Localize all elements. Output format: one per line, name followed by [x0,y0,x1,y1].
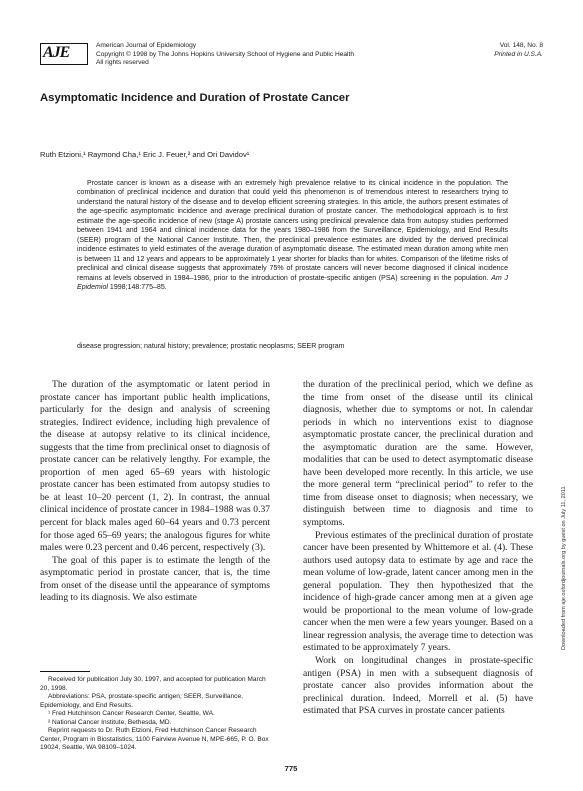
printed-in: Printed in U.S.A. [494,50,543,58]
logo-text: AJE [43,44,70,61]
footnote-received: Received for publication July 30, 1997, and accepted for publication March 20, 1998. [40,676,266,692]
footnote-abbreviations: Abbreviations: PSA, prostate-specific antigen; SEER, Surveillance, Epidemiology, and End Results. [40,693,243,709]
body-column-right [303,379,533,718]
footnote-reprint: Reprint requests to Dr. Ruth Etzioni, Fred Hutchinson Cancer Research Center, Program in Biostatistics, 1100 Fairview Avenue N, MPE-665, P. O. Box 19024, Seattle, WA 98109–1024. [40,727,269,751]
abstract-text: Prostate cancer is known as a disease with an extremely high prevalence relative to its clinical incidence in the population. The combination of preclinical incidence and duration that could yield this phenomenon is of tremendous interest to researchers trying to understand the natural history of the disease and to develop efficient screening strategies. In this article, the authors present estimates of the age-specific asymptomatic incidence and average preclinical duration of prostate cancer. The methodological approach is to first estimate the age-specific incidence of new (stage A) prostate cancers using preclinical prevalence data from autopsy studies performed between 1941 and 1964 and clinical incidence data for the years 1980–1986 from the Surveillance, Epidemiology, and End Results (SEER) program of the National Cancer Institute. Then, the preclinical prevalence estimates are divided by the derived preclinical incidence estimates to yield estimates of the average duration of asymptomatic disease. The estimated mean duration among white men is between 11 and 12 years and appears to be approximately 1 year shorter for blacks than for whites. Comparison of the lifetime risks of preclinical and clinical disease suggests that approximately 75% of prostate cancers will never become diagnosed if clinical incidence remains at levels observed in 1984–1986, prior to the introduction of prostate-specific antigen (PSA) screening in the population. [77,180,508,282]
journal-name: American Journal of Epidemiology [96,42,197,49]
download-watermark [561,320,571,650]
keywords: disease progression; natural history; prevalence; prostatic neoplasms; SEER program [77,343,345,350]
journal-info [96,42,426,68]
body-paragraph: Work on longitudinal changes in prostate-specific antigen (PSA) in men with a subsequent diagnosis of prostate cancer also provides information about the preclinical duration. Indeed, Morrell et al. (5) have estimated that PSA curves in prostate cancer patients [303,655,533,717]
body-paragraph: the duration of the preclinical period, which we define as the time from onset of the disease until its clinical diagnosis, whether due to symptoms or not. In calendar periods in which no interventions exist to diagnose asymptomatic prostate cancer, the preclinical duration and the asymptomatic duration are the same. However, modalities that can be used to detect asymptomatic disease have been developed more recently. In this article, we use the more general term “preclinical period” to refer to the time from disease onset to diagnosis; when necessary, we distinguish between time to diagnosis and time to symptoms. [303,379,533,529]
rights-line: All rights reserved [96,59,149,67]
volume-number: Vol. 148, No. 8 [499,42,543,49]
footnote-affiliation-1: ¹ Fred Hutchinson Cancer Research Center, Seattle, WA. [48,710,215,717]
author-list: Ruth Etzioni,¹ Raymond Cha,¹ Eric J. Feuer,² and Ori Davidov¹ [40,150,250,159]
body-paragraph: The goal of this paper is to estimate the length of the asymptomatic period in prostate cancer, that is, the time from onset of the disease until the appearance of symptoms leading to its diagnosis. We also estimate [40,554,270,604]
abstract [77,179,508,292]
footnotes [40,676,270,753]
download-watermark-text: Downloaded from aje.oxfordjournals.org by guest on July 11, 2011 [561,486,567,650]
footnote-divider [40,671,90,672]
page-number: 775 [284,764,298,773]
body-column-left [40,379,270,605]
journal-logo [40,43,90,67]
footnote-affiliation-2: ² National Cancer Institute, Bethesda, MD. [48,718,172,726]
citation-journal: Am J Epidemiol [77,274,508,291]
body-paragraph: The duration of the asymptomatic or latent period in prostate cancer has important public health implications, particularly for the design and analysis of screening strategies. Indirect evidence, including high prevalence of the disease at autopsy relative to its clinical incidence, suggests that the time from preclinical onset to diagnosis of prostate cancer can be relatively lengthy. For example, the proportion of men aged 65–69 years with histologic prostate cancer has been estimated from autopsy studies to be at least 10–20 percent (1, 2). In contrast, the annual clinical incidence of prostate cancer in 1984–1988 was 0.37 percent for black males aged 60–64 years and 0.73 percent for those aged 65–69 years; the analogous figures for white males were 0.23 percent and 0.46 percent, respectively (3). [40,379,270,554]
citation-details: 1998;148:775–85. [107,283,167,291]
body-paragraph: Previous estimates of the preclinical duration of prostate cancer have been presented by Whittemore et al. (4). These authors used autopsy data to estimate by age and race the mean volume of low-grade, latent cancer among men in the general population. They then hypothesized that the incidence of high-grade cancer among men at a given age would be proportional to the mean volume of low-grade cancer when the men were a few years younger. Based on a linear regression analysis, the average time to detection was estimated to be approximately 7 years. [303,529,533,654]
copyright-line: Copyright © 1998 by The Johns Hopkins University School of Hygiene and Public Health [96,50,355,58]
volume-info [423,42,543,59]
article-title: Asymptomatic Incidence and Duration of Prostate Cancer [40,92,350,104]
